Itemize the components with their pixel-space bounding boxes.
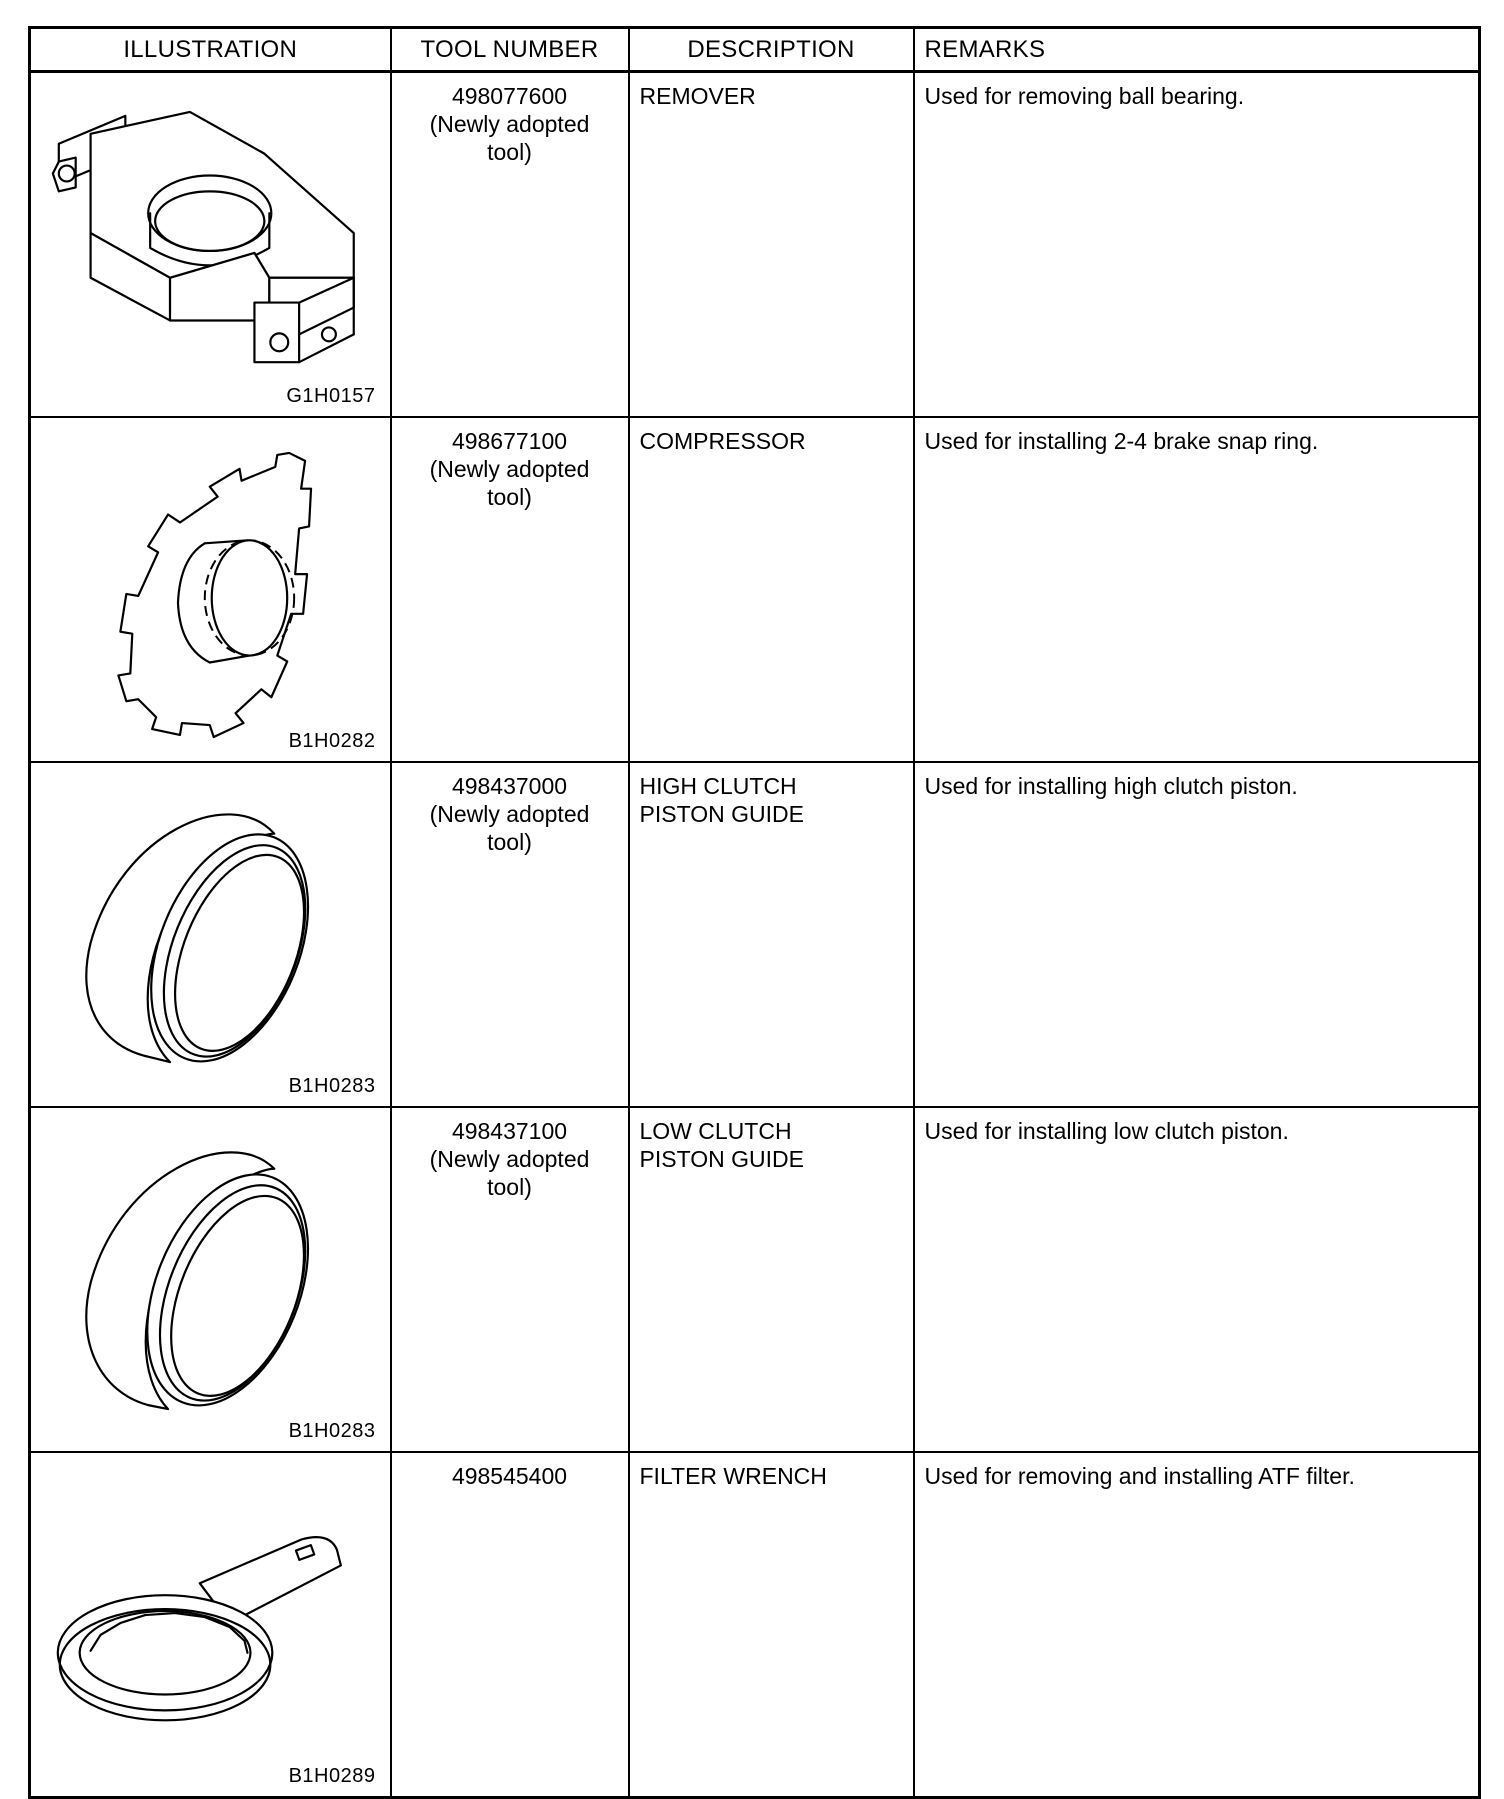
- tool-description: FILTER WRENCH: [639, 1463, 827, 1489]
- illustration-cell: [30, 72, 391, 418]
- filter-wrench-icon: [31, 1453, 390, 1796]
- remarks-cell: [914, 417, 1480, 762]
- tool-number-cell: [391, 1452, 629, 1798]
- table-row: [30, 1452, 1480, 1798]
- tool-remarks: Used for installing 2-4 brake snap ring.: [924, 428, 1319, 454]
- tool-number: 498545400: [451, 1463, 568, 1489]
- tool-note: (Newly adopted tool): [429, 1146, 590, 1200]
- special-tools-table: [28, 26, 1481, 1799]
- header-row: [30, 28, 1480, 72]
- tool-remarks: Used for removing ball bearing.: [924, 83, 1245, 109]
- header-tool-number: TOOL NUMBER: [391, 28, 629, 72]
- description-cell: [629, 1107, 914, 1452]
- illustration-cell: [30, 1107, 391, 1452]
- figure-code: B1H0283: [288, 1075, 376, 1097]
- low-clutch-piston-guide-icon: [31, 1108, 390, 1451]
- tool-note: (Newly adopted tool): [429, 111, 590, 165]
- description-cell: [629, 1452, 914, 1798]
- tool-number-cell: [391, 762, 629, 1107]
- tool-description: REMOVER: [639, 83, 756, 109]
- tool-remarks: Used for installing low clutch piston.: [924, 1118, 1289, 1144]
- tool-description: COMPRESSOR: [639, 428, 806, 454]
- tool-remarks: Used for removing and installing ATF filter.: [924, 1463, 1355, 1489]
- high-clutch-piston-guide-icon: [31, 763, 390, 1106]
- tool-number-cell: [391, 417, 629, 762]
- remarks-cell: [914, 762, 1480, 1107]
- description-cell: [629, 72, 914, 418]
- table-row: [30, 762, 1480, 1107]
- tool-note: (Newly adopted tool): [429, 801, 590, 855]
- tool-number: 498437000: [451, 773, 568, 799]
- table-row: [30, 72, 1480, 418]
- tool-number: 498677100: [451, 428, 568, 454]
- table-row: [30, 1107, 1480, 1452]
- header-description: DESCRIPTION: [629, 28, 914, 72]
- header-remarks: REMARKS: [914, 28, 1480, 72]
- tool-description: LOW CLUTCH PISTON GUIDE: [639, 1118, 804, 1172]
- remarks-cell: [914, 72, 1480, 418]
- illustration-cell: [30, 1452, 391, 1798]
- figure-code: G1H0157: [286, 385, 376, 407]
- remarks-cell: [914, 1452, 1480, 1798]
- header-illustration: ILLUSTRATION: [30, 28, 391, 72]
- remover-tool-icon: [31, 73, 390, 416]
- compressor-tool-icon: [31, 418, 390, 761]
- illustration-cell: [30, 762, 391, 1107]
- special-tools-sheet: [28, 26, 1478, 1787]
- description-cell: [629, 762, 914, 1107]
- tool-number: 498437100: [451, 1118, 568, 1144]
- figure-code: B1H0289: [288, 1765, 376, 1787]
- tool-number: 498077600: [451, 83, 568, 109]
- illustration-cell: [30, 417, 391, 762]
- tool-number-cell: [391, 72, 629, 418]
- table-row: [30, 417, 1480, 762]
- remarks-cell: [914, 1107, 1480, 1452]
- tool-description: HIGH CLUTCH PISTON GUIDE: [639, 773, 804, 827]
- tool-note: (Newly adopted tool): [429, 456, 590, 510]
- figure-code: B1H0283: [288, 1420, 376, 1442]
- tool-number-cell: [391, 1107, 629, 1452]
- tool-remarks: Used for installing high clutch piston.: [924, 773, 1298, 799]
- description-cell: [629, 417, 914, 762]
- figure-code: B1H0282: [288, 730, 376, 752]
